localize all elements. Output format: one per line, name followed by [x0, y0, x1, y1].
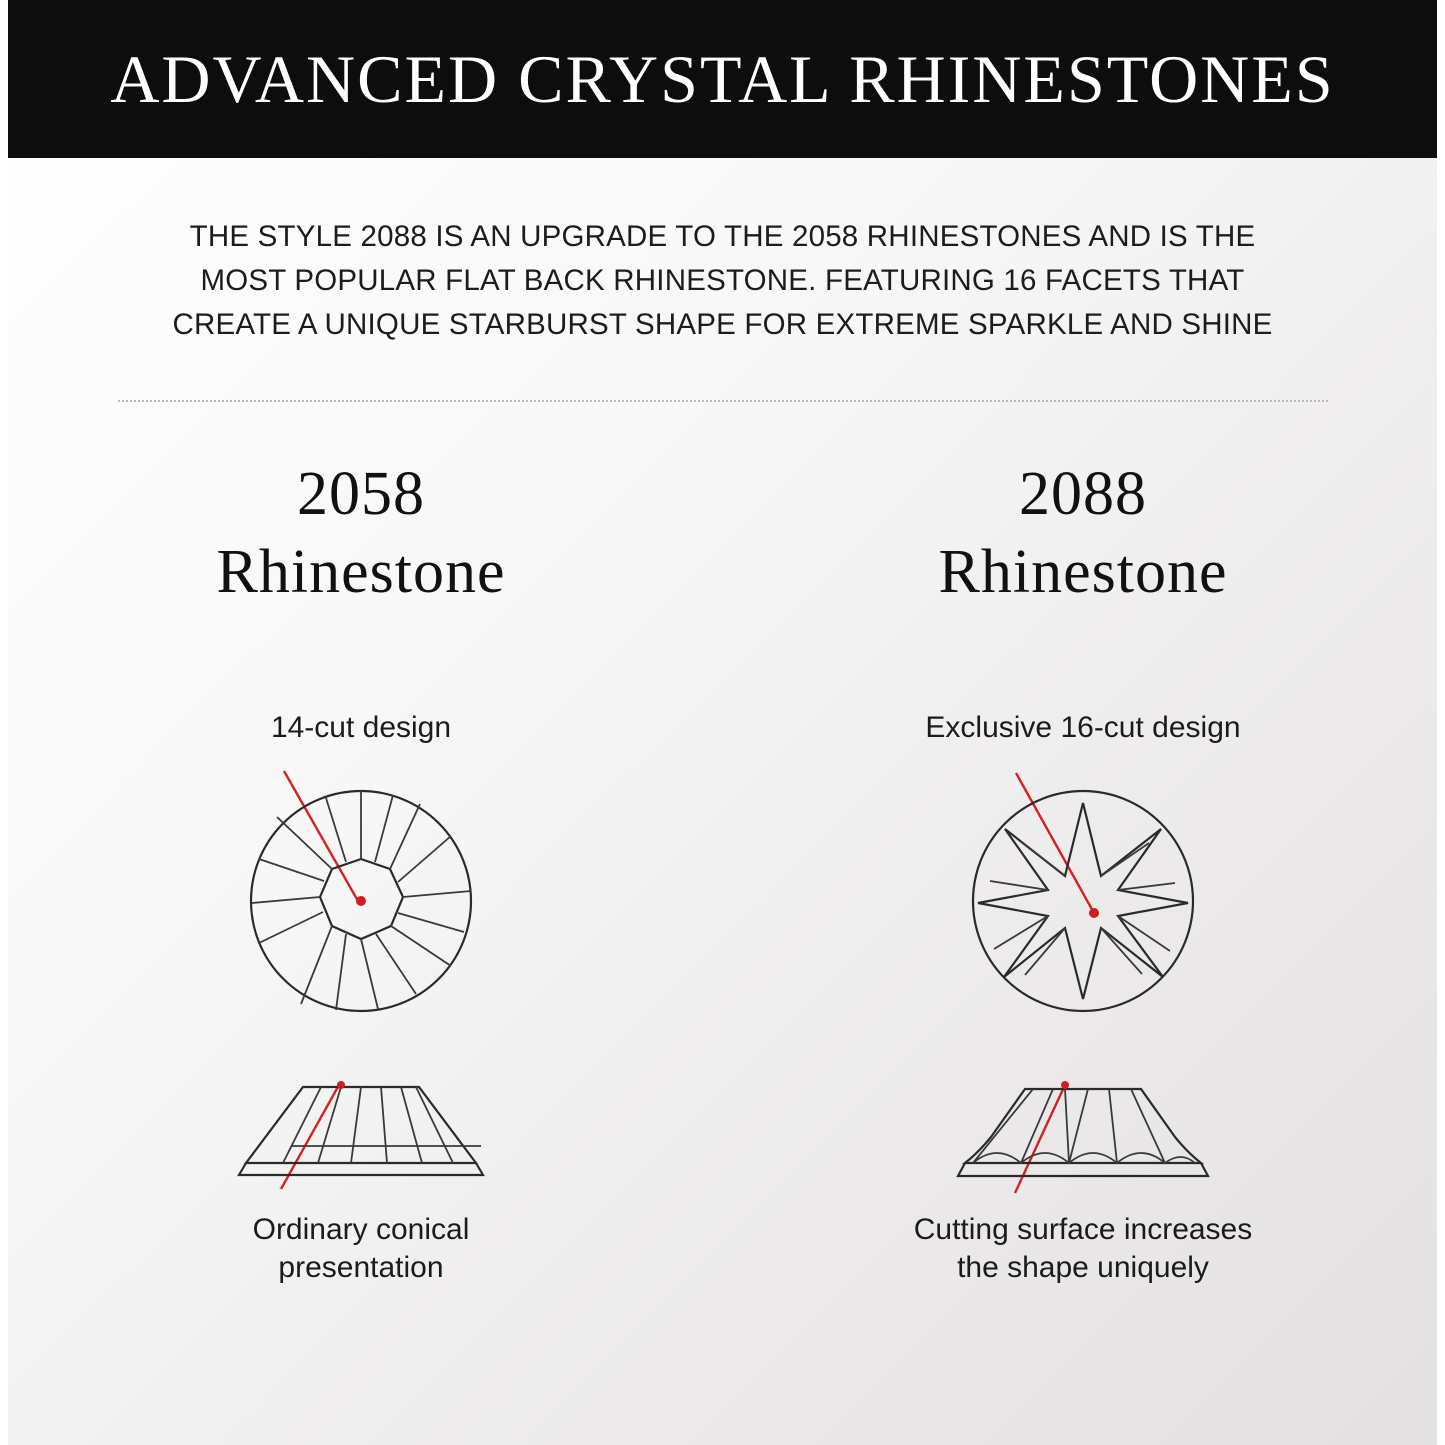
caption-2088-line2: the shape uniquely: [957, 1251, 1209, 1284]
comparison-columns: [0, 455, 1445, 1287]
column-title-2058-line2: Rhinestone: [216, 538, 506, 606]
column-title-2058-line1: 2058: [296, 460, 425, 528]
column-title-2058: [217, 455, 506, 611]
section-divider: [118, 400, 1328, 404]
column-title-2088-line2: Rhinestone: [938, 538, 1228, 606]
figure-2058-side-view: [191, 1071, 531, 1201]
figure-2088-top-view: [868, 751, 1298, 1041]
column-2058: [0, 455, 722, 1287]
caption-2058-line2: presentation: [278, 1251, 444, 1284]
column-2088: [722, 455, 1444, 1287]
column-title-2088: [939, 455, 1228, 611]
cut-design-label-2058: 14-cut design: [270, 711, 452, 744]
intro-line-2: MOST POPULAR FLAT BACK RHINESTONE. FEATURING 16 FACETS THAT: [200, 264, 1245, 297]
column-title-2088-line1: 2088: [1018, 460, 1147, 528]
intro-line-3: CREATE A UNIQUE STARBURST SHAPE FOR EXTREME SPARKLE AND SHINE: [172, 308, 1273, 341]
cut-design-label-2088: Exclusive 16-cut design: [925, 711, 1241, 744]
caption-2058: [253, 1211, 470, 1287]
figure-2088-side-view: [913, 1071, 1253, 1201]
caption-2088: [914, 1211, 1253, 1287]
header-band: [0, 0, 1445, 158]
intro-paragraph: [113, 215, 1333, 347]
caption-2088-line1: Cutting surface increases: [913, 1213, 1253, 1246]
intro-line-1: THE STYLE 2088 IS AN UPGRADE TO THE 2058 RHINESTONES AND IS THE: [189, 220, 1256, 253]
caption-2058-line1: Ordinary conical: [252, 1213, 470, 1246]
page-title: ADVANCED CRYSTAL RHINESTONES: [110, 40, 1335, 117]
figure-2058-top-view: [146, 751, 576, 1041]
